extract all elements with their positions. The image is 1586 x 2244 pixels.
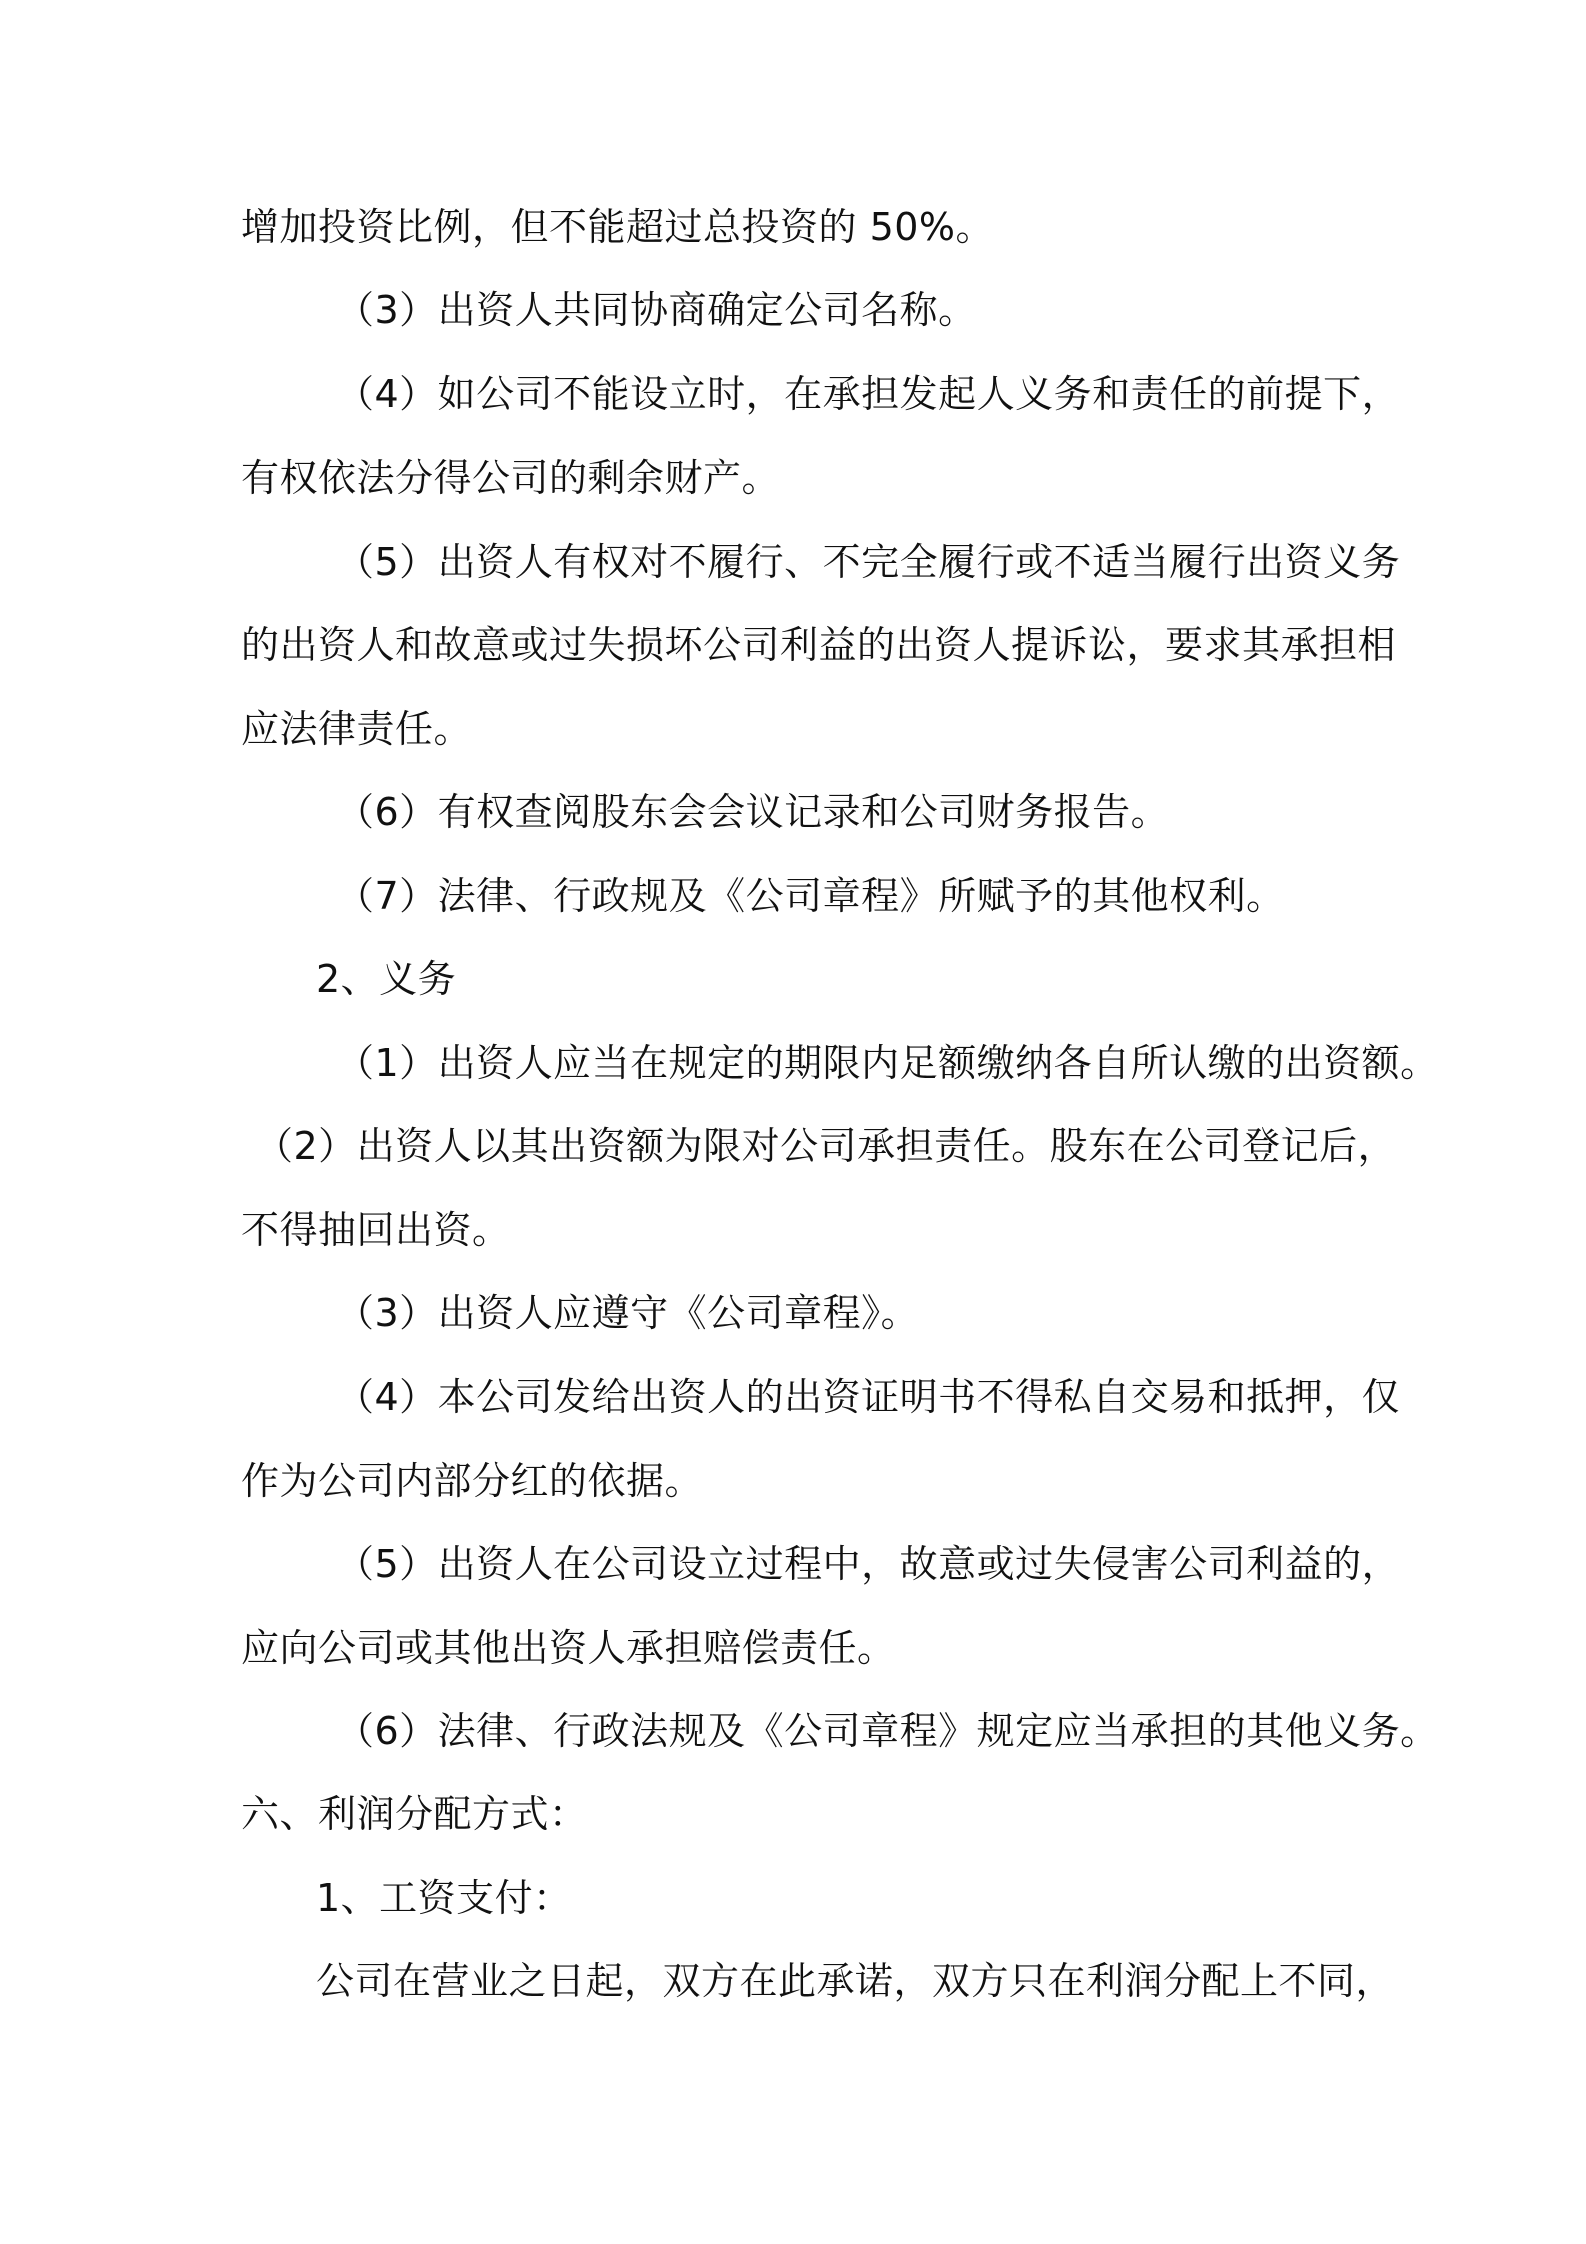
text-line: 有权依法分得公司的剩余财产。 (241, 456, 781, 500)
section-heading: 六、利润分配方式： (241, 1792, 588, 1836)
text-line: （5）出资人在公司设立过程中，故意或过失侵害公司利益的， (336, 1542, 1401, 1586)
text-line: 增加投资比例，但不能超过总投资的 50%。 (241, 205, 995, 249)
text-line: 应向公司或其他出资人承担赔偿责任。 (241, 1626, 896, 1670)
text-line: （6）有权查阅股东会会议记录和公司财务报告。 (336, 790, 1170, 834)
text-line: （3）出资人共同协商确定公司名称。 (336, 288, 977, 332)
text-line: 不得抽回出资。 (241, 1208, 511, 1252)
text-line: （7）法律、行政规及《公司章程》所赋予的其他权利。 (336, 874, 1285, 918)
text-line: （4）本公司发给出资人的出资证明书不得私自交易和抵押，仅 (336, 1375, 1401, 1419)
text-line: 应法律责任。 (241, 707, 473, 751)
text-line: （5）出资人有权对不履行、不完全履行或不适当履行出资义务 (336, 540, 1401, 584)
text-line: （3）出资人应遵守《公司章程》。 (336, 1291, 920, 1335)
text-line: 的出资人和故意或过失损坏公司利益的出资人提诉讼，要求其承担相 (241, 623, 1397, 667)
text-line: （1）出资人应当在规定的期限内足额缴纳各自所认缴的出资额。 (336, 1041, 1439, 1085)
section-heading: 2、义务 (316, 957, 457, 1001)
text-line: （6）法律、行政法规及《公司章程》规定应当承担的其他义务。 (336, 1709, 1439, 1753)
text-line: （4）如公司不能设立时，在承担发起人义务和责任的前提下， (336, 372, 1401, 416)
subsection-heading: 1、工资支付： (316, 1876, 572, 1920)
text-line: 公司在营业之日起，双方在此承诺，双方只在利润分配上不同， (316, 1959, 1395, 2003)
text-line: （2）出资人以其出资额为限对公司承担责任。股东在公司登记后， (255, 1124, 1397, 1168)
text-line: 作为公司内部分红的依据。 (241, 1459, 704, 1503)
